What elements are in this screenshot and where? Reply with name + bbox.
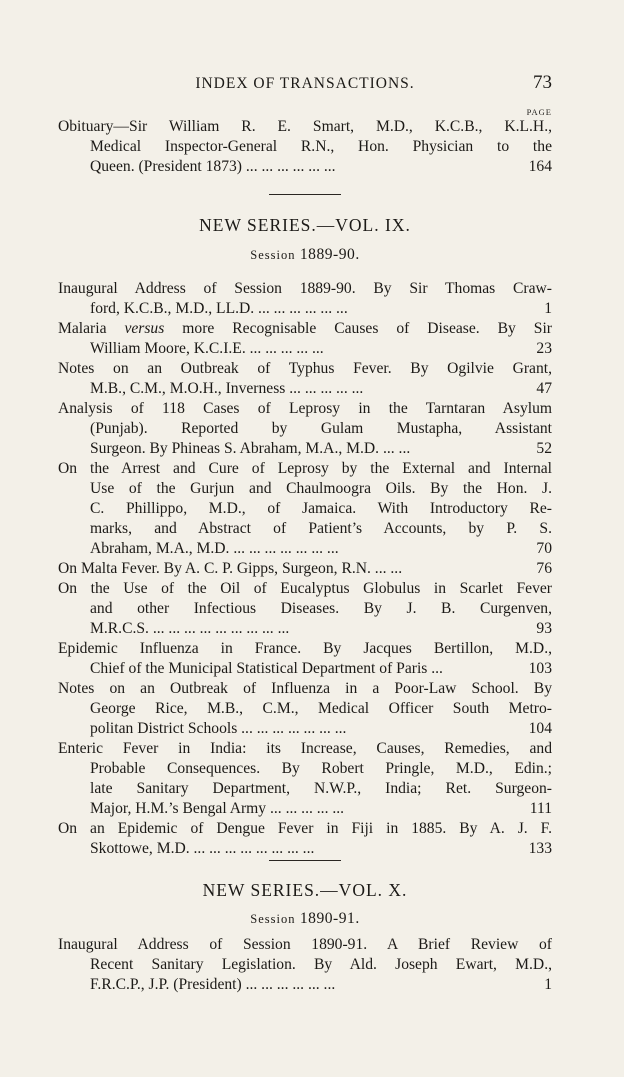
entry-text: politan District Schools ... ... ... ... ... ... ...: [90, 720, 347, 737]
entry-line: [58, 559, 552, 579]
entry-line: C. Phillippo, M.D., of Jamaica. With Introductory Re-: [90, 500, 552, 517]
entry-line: [58, 379, 552, 399]
entry-page-number: 76: [536, 560, 552, 577]
entry-line: [58, 439, 552, 459]
entry-line: [58, 157, 552, 177]
index-entry: [58, 279, 552, 319]
entry-page-number: 70: [536, 540, 552, 557]
entry-line: [58, 659, 552, 679]
entry-text: Chief of the Municipal Statistical Department of Paris ...: [90, 660, 443, 677]
entry-text: Skottowe, M.D. ... ... ... ... ... ... ... ...: [90, 840, 315, 857]
entry-page-number: 111: [529, 800, 552, 817]
entry-page-number: 47: [536, 380, 552, 397]
index-entry: [58, 319, 552, 359]
entry-line: Notes on an Outbreak of Typhus Fever. By Ogilvie Grant,: [58, 360, 552, 377]
session-word: Session: [250, 248, 296, 262]
entry-line: marks, and Abstract of Patient’s Accounts, by P. S.: [90, 520, 552, 537]
page-column-label: PAGE: [526, 107, 552, 117]
entry-line: (Punjab). Reported by Gulam Mustapha, Assistant: [90, 420, 552, 437]
entry-line: [58, 619, 552, 639]
index-entry: [58, 679, 552, 739]
index-entry: [58, 559, 552, 579]
index-entry: [58, 579, 552, 639]
entry-line: Analysis of 118 Cases of Leprosy in the Tarntaran Asylum: [58, 400, 552, 417]
index-entry: [58, 359, 552, 399]
entry-text: Abraham, M.A., M.D. ... ... ... ... ... ... ...: [90, 540, 339, 557]
entry-line: Recent Sanitary Legislation. By Ald. Joseph Ewart, M.D.,: [90, 956, 552, 973]
entry-page-number: 133: [528, 840, 552, 857]
entry-line: [58, 319, 552, 339]
entry-line: Epidemic Influenza in France. By Jacques Bertillon, M.D.,: [58, 640, 552, 657]
entry-page-number: 93: [536, 620, 552, 637]
entry-line: [58, 539, 552, 559]
entry-line: [58, 839, 552, 859]
entry-line: Obituary—Sir William R. E. Smart, M.D., K.C.B., K.L.H.,: [58, 118, 552, 135]
entry-line: Medical Inspector-General R.N., Hon. Physician to the: [90, 138, 552, 155]
entry-text-italic: versus: [124, 320, 165, 337]
entry-text: Malaria: [58, 320, 107, 337]
index-entry-obituary: [58, 117, 552, 177]
entry-line: On the Use of the Oil of Eucalyptus Globulus in Scarlet Fever: [58, 580, 552, 597]
entry-text: more Recognisable Causes of Disease. By Sir: [182, 320, 552, 337]
entry-page-number: 23: [536, 340, 552, 357]
entry-page-number: 164: [528, 158, 552, 175]
running-title: INDEX OF TRANSACTIONS.: [195, 75, 415, 92]
entry-text: M.R.C.S. ... ... ... ... ... ... ... ... ...: [90, 620, 290, 637]
entry-line: [58, 799, 552, 819]
running-head: [58, 72, 552, 96]
entry-text: William Moore, K.C.I.E. ... ... ... ... ...: [90, 340, 324, 357]
session-years: 1890-91.: [299, 910, 360, 927]
series-heading-vol-ix: NEW SERIES.—VOL. IX.: [199, 215, 411, 235]
index-entry: [58, 459, 552, 559]
index-entry: [58, 639, 552, 679]
index-entry: [58, 399, 552, 459]
entry-text: ford, K.C.B., M.D., LL.D. ... ... ... ... ... ...: [90, 300, 348, 317]
index-entry: [58, 935, 552, 995]
entry-line: [58, 299, 552, 319]
session-heading-1890-91: [58, 910, 552, 928]
section-divider: [269, 860, 341, 861]
entry-text: On Malta Fever. By A. C. P. Gipps, Surgeon, R.N. ... ...: [58, 560, 403, 577]
entry-line: [58, 975, 552, 995]
entry-text: F.R.C.P., J.P. (President) ... ... ... ... ... ...: [90, 976, 336, 993]
entry-text: Major, H.M.’s Bengal Army ... ... ... ... ...: [90, 800, 345, 817]
entry-line: and other Infectious Diseases. By J. B. Curgenven,: [90, 600, 552, 617]
entry-page-number: 103: [528, 660, 552, 677]
session-heading-1889-90: [58, 246, 552, 264]
entry-line: [58, 719, 552, 739]
entry-text: M.B., C.M., M.O.H., Inverness ... ... ... ... ...: [90, 380, 364, 397]
entry-page-number: 1: [544, 300, 552, 317]
entry-line: late Sanitary Department, N.W.P., India; Ret. Surgeon-: [90, 780, 552, 797]
entry-line: Enteric Fever in India: its Increase, Causes, Remedies, and: [58, 740, 552, 757]
entry-line: Notes on an Outbreak of Influenza in a Poor-Law School. By: [58, 680, 552, 697]
entry-text: Queen. (President 1873) ... ... ... ... ... ...: [90, 158, 336, 175]
entry-line: Inaugural Address of Session 1889-90. By Sir Thomas Craw-: [58, 280, 552, 297]
entry-line: Probable Consequences. By Robert Pringle, M.D., Edin.;: [90, 760, 552, 777]
entry-line: [58, 339, 552, 359]
session-years: 1889-90.: [299, 246, 360, 263]
entry-line: On the Arrest and Cure of Leprosy by the External and Internal: [58, 460, 552, 477]
entry-line: Use of the Gurjun and Chaulmoogra Oils. By the Hon. J.: [90, 480, 552, 497]
entry-line: George Rice, M.B., C.M., Medical Officer South Metro-: [90, 700, 552, 717]
entry-page-number: 52: [536, 440, 552, 457]
entry-page-number: 1: [544, 976, 552, 993]
entry-line: Inaugural Address of Session 1890-91. A Brief Review of: [58, 936, 552, 953]
series-heading-vol-x: NEW SERIES.—VOL. X.: [202, 880, 408, 900]
entry-text: Surgeon. By Phineas S. Abraham, M.A., M.D. ... ...: [90, 440, 411, 457]
page-number: 73: [533, 72, 552, 93]
session-word: Session: [250, 912, 296, 926]
index-entry: [58, 739, 552, 819]
entry-page-number: 104: [528, 720, 552, 737]
index-entry: [58, 819, 552, 859]
entry-line: On an Epidemic of Dengue Fever in Fiji in 1885. By A. J. F.: [58, 820, 552, 837]
section-divider: [269, 194, 341, 195]
